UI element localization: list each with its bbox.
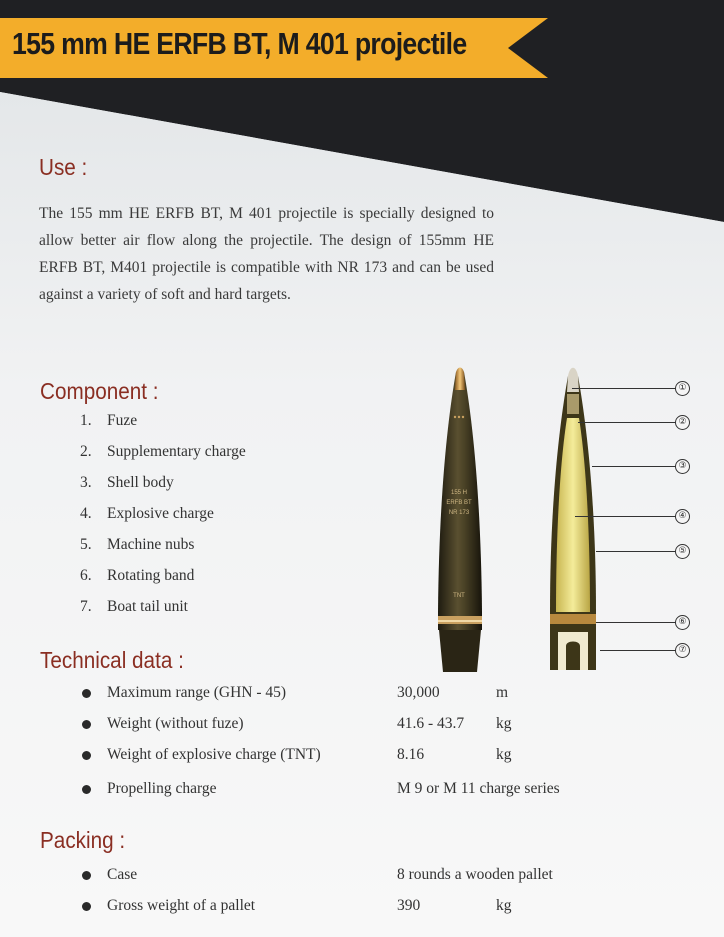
bullet-icon (82, 871, 91, 880)
component-label: Supplementary charge (107, 443, 246, 460)
component-number: 5. (80, 536, 92, 553)
callout-number: ① (675, 381, 690, 396)
callout-leader-line (575, 516, 676, 517)
bullet-icon (82, 751, 91, 760)
packing-heading: Packing : (40, 827, 126, 853)
component-number: 4. (80, 505, 92, 522)
component-item (80, 567, 246, 598)
projectile-exterior-image (425, 362, 495, 677)
callout-number: ⑤ (675, 544, 690, 559)
bullet-icon (82, 902, 91, 911)
technical-value: 30,000 (397, 684, 440, 701)
callout-leader-line (592, 466, 676, 467)
callout-leader-line (578, 422, 676, 423)
callout-leader-line (572, 388, 676, 389)
component-item (80, 443, 246, 474)
marking-text: 155 H (450, 490, 468, 496)
technical-unit: m (496, 684, 509, 701)
fuze-tip-shape (455, 368, 465, 391)
callout-leader-line (596, 551, 676, 552)
technical-label: Weight of explosive charge (TNT) (107, 746, 321, 763)
callout-leader-line (600, 650, 676, 651)
callout-number: ④ (675, 509, 690, 524)
component-number: 3. (80, 474, 92, 491)
component-item (80, 598, 246, 629)
bullet-icon (82, 689, 91, 698)
technical-unit: kg (496, 746, 512, 763)
marking-text: NR 173 (448, 510, 470, 516)
boat-tail-shape (439, 630, 481, 672)
component-label: Rotating band (107, 567, 195, 584)
technical-value: 8.16 (397, 746, 425, 763)
component-label: Fuze (107, 412, 138, 429)
component-item (80, 505, 246, 536)
use-description: The 155 mm HE ERFB BT, M 401 projectile is specially designed to allow better air flow along the projectile. The design of 155mm HE ERFB BT, M401 projectile is compatible with NR 173 and can be used against a variety of soft and hard targets. (39, 205, 494, 303)
component-item (80, 474, 246, 505)
marking-text: TNT (453, 593, 465, 599)
page-title: 155 mm HE ERFB BT, M 401 projectile (12, 26, 467, 61)
component-number: 2. (80, 443, 92, 460)
technical-label: Weight (without fuze) (107, 715, 244, 732)
use-heading: Use : (39, 154, 88, 180)
component-number: 6. (80, 567, 92, 584)
packing-label: Case (107, 866, 138, 883)
component-label: Explosive charge (107, 505, 214, 522)
technical-label: Maximum range (GHN - 45) (107, 684, 287, 701)
band-stripe-shape (438, 620, 482, 622)
supplementary-charge-shape (567, 394, 579, 414)
bullet-icon (82, 720, 91, 729)
projectile-cutaway-image (540, 362, 610, 677)
callout-leader-line (596, 622, 676, 623)
component-heading: Component : (40, 378, 159, 404)
technical-value: 41.6 - 43.7 (397, 715, 465, 732)
component-label: Shell body (107, 474, 174, 491)
callout-number: ⑥ (675, 615, 690, 630)
packing-value: 390 (397, 897, 421, 914)
cutaway-band-shape (550, 614, 596, 624)
callout-number: ⑦ (675, 643, 690, 658)
technical-heading: Technical data : (40, 647, 184, 673)
component-list (80, 412, 246, 629)
component-label: Machine nubs (107, 536, 195, 553)
marking-text: ERFB BT (446, 500, 472, 506)
technical-unit: kg (496, 715, 512, 732)
packing-value: 8 rounds a wooden pallet (397, 866, 553, 883)
component-number: 7. (80, 598, 92, 615)
packing-label: Gross weight of a pallet (107, 897, 256, 914)
technical-label: Propelling charge (107, 780, 217, 797)
technical-value: M 9 or M 11 charge series (397, 780, 560, 797)
component-number: 1. (80, 412, 92, 429)
packing-unit: kg (496, 897, 512, 914)
bullet-icon (82, 785, 91, 794)
component-label: Boat tail unit (107, 598, 188, 615)
callout-number: ③ (675, 459, 690, 474)
callout-number: ② (675, 415, 690, 430)
component-item (80, 536, 246, 567)
component-item (80, 412, 246, 443)
